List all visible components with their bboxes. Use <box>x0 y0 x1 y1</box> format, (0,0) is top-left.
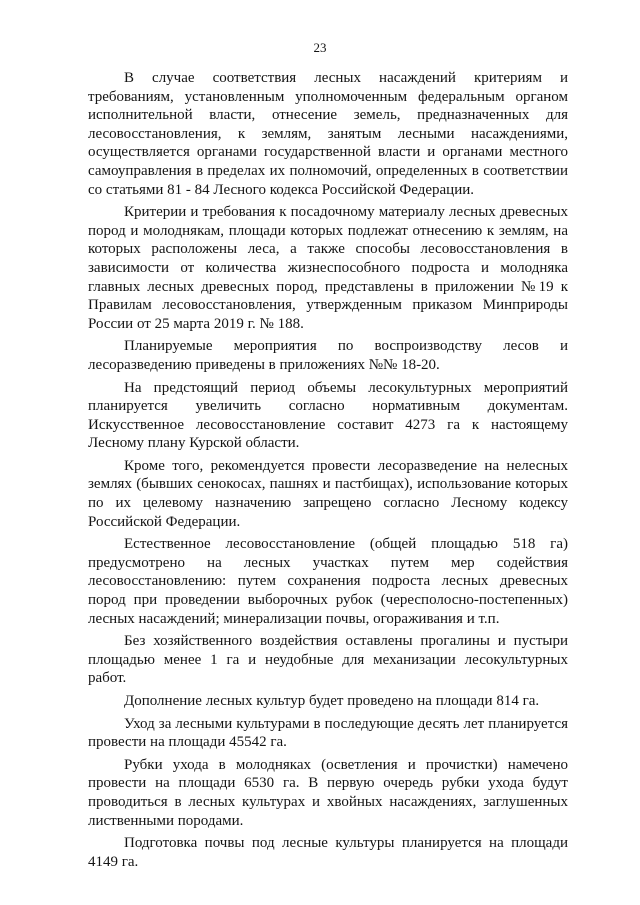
paragraph-care: Уход за лесными культурами в последующие десять лет планируется провести на площади 45542 га. <box>88 715 568 751</box>
paragraph-soil-preparation: Подготовка почвы под лесные культуры планируется на площади 4149 га. <box>88 835 568 870</box>
document-body <box>88 69 568 871</box>
paragraph-soil-allocation: В случае соответствия лесных насаждений критериям и требованиям, установленным уполномоченным федеральным органом исполнительной власти, отнесение земель, предназначенных для лесовосстановления, к землям, занятым лесными насаждениями, осуществляется органами государственной власти и органами местного самоуправления в пределах их полномочий, определенных в соответствии со статьями 81 - 84 Лесного кодекса Российской Федерации. <box>88 70 568 198</box>
paragraph-thinning: Рубки ухода в молодняках (осветления и прочистки) намечено провести на площади 6530 га. В первую очередь рубки ухода будут проводиться в лесных культурах и хвойных насаждениях, заглушенных лиственными породами. <box>88 756 568 829</box>
paragraph-planned-measures: Планируемые мероприятия по воспроизводству лесов и лесоразведению приведены в приложениях №№ 18-20. <box>88 338 568 373</box>
page-number: 23 <box>313 40 327 55</box>
paragraph-no-intervention: Без хозяйственного воздействия оставлены прогалины и пустыри площадью менее 1 га и неудобные для механизации лесокультурных работ. <box>88 633 568 687</box>
paragraph-criteria: Критерии и требования к посадочному материалу лесных древесных пород и молоднякам, площади которых подлежат отнесению к землям, на которых расположены леса, а также способы лесовосстановления в зависимости от количества жизнеспособного подроста и молодняка главных лесных древесных пород, представлены в приложении №19 к Правилам лесовосстановления, утвержденным приказом Минприроды России от 25 марта 2019 г. № 188. <box>88 204 568 332</box>
paragraph-artificial-reforestation: На предстоящий период объемы лесокультурных мероприятий планируется увеличить согласно нормативным документам. Искусственное лесовосстановление составит 4273 га к настоящему Лесному плану Курской области. <box>88 379 568 452</box>
paragraph-afforestation: Кроме того, рекомендуется провести лесоразведение на нелесных землях (бывших сенокосах, пашнях и пастбищах), использование которых по их целевому назначению запрещено согласно Лесному кодексу Российской Федерации. <box>88 457 568 530</box>
paragraph-supplement: Дополнение лесных культур будет проведено на площади 814 га. <box>124 693 540 709</box>
paragraph-natural-reforestation: Естественное лесовосстановление (общей площадью 518 га) предусмотрено на лесных участках путем мер содействия лесовосстановлению: путем сохранения подроста лесных древесных пород при проведении выборочных рубок (чересполосно-постепенных) лесных насаждений; минерализации почвы, огораживания и т.п. <box>88 536 568 627</box>
